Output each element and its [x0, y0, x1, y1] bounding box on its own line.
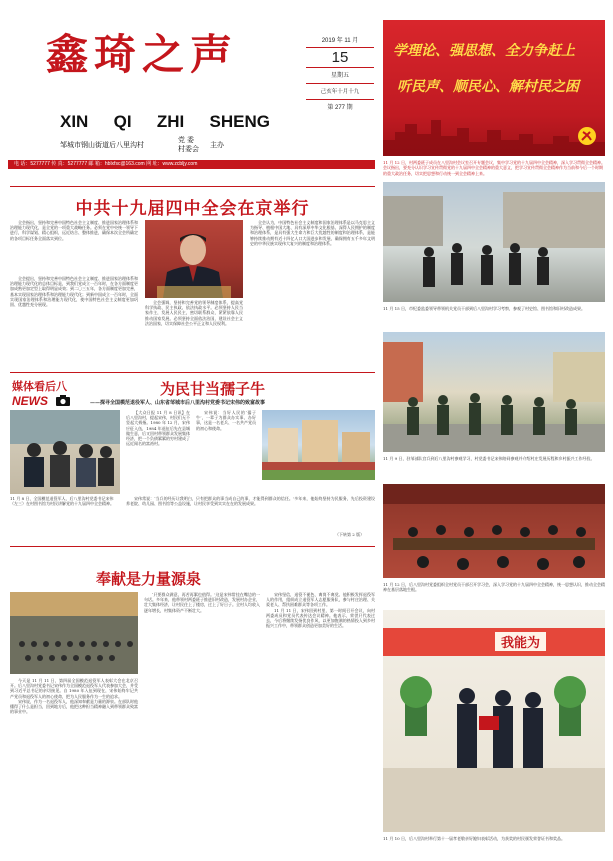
- feature-headline: 为民甘当孺子牛: [160, 380, 266, 398]
- lead-headline: 中共十九届四中全会在京举行: [75, 199, 310, 219]
- date-day: 15: [306, 48, 374, 68]
- sponsor-org-1: 党 委: [178, 137, 194, 144]
- lead-paragraph-2: 全会认为，中国特色社会主义制度和国家治理体系是以马克思主义为指导、植根中国大地、具有深厚中华文化根基、深得人民拥护的制度和治理体系，是具有强大生命力和巨大优越性的制度和治理体系，是能够持续推动拥有近十四亿人口大国进步和发展、确保拥有五千多年文明史的中华民族实现伟大复兴的制度和治理体系。: [250, 220, 375, 246]
- sidebar-photo-4: [383, 610, 605, 832]
- news-label-cn: 媒体看后八: [12, 381, 67, 393]
- lead-column-left-top: [10, 220, 138, 274]
- lead-column-right: [250, 220, 375, 366]
- pinyin-sheng: SHENG: [209, 112, 270, 131]
- feature-column-1: [126, 410, 190, 494]
- feature-photo-left: [10, 410, 120, 494]
- weekday: 星期五: [306, 68, 374, 84]
- leader-portrait-icon: [145, 220, 243, 298]
- lead-paragraph-3: 全会提出，坚持和完善中国特色社会主义制度、推进国家治理体系和治理能力现代化的总体目标是，到我们党成立一百年时，在各方面制度更加成熟更加定型上取得明显成效；到二〇三五年，各方面制度更加完善，基本实现国家治理体系和治理能力现代化；到新中国成立一百年时，全面实现国家治理体系和治理能力现代化，使中国特色社会主义制度更加巩固、优越性充分展现。: [10, 276, 138, 308]
- sidebar-caption-3: 11 月 12 日，后八里沟村党委组织全村党员干部召开学习会，深入学习党的十九届四中全会精神，统一思想认识，推动全会精神在基层落地生根。: [383, 582, 605, 593]
- meeting-room-icon: [383, 484, 605, 578]
- feature-column-bottom: [126, 496, 375, 532]
- second-paragraph-2: 宋伟说，作为一名退役军人，他深知奉献是力量的源泉。在部队时他懂得了什么是担当，回到地方后，他把这种担当精神融入到带领群众致富的事业中。: [10, 698, 138, 715]
- sidebar-photo-2: [383, 332, 605, 452]
- feature-photo-left-caption: 11 月 8 日，全国模范退役军人、后八里沟村党委书记宋伟（左三）在村图书馆为村民讲解党的十九届四中全会精神。: [10, 496, 114, 507]
- second-paragraph-4: 宋伟坚信，退役不褪色、离岗不离党。他积极发挥退役军人的作用，组织成立退役军人志愿服务队，参与村庄治理、关爱老人、帮扶困难群众等各项工作。: [266, 592, 375, 608]
- right-sidebar: [383, 182, 605, 854]
- feature-byline: （下转第 2 版）: [335, 532, 365, 537]
- feature-paragraph-1: 【大众日报 11 月 8 日讯】在后八里沟村，提起宋伟，村民们无不竖起大拇指。1980 年 12 月，宋伟应征入伍，1984 年退伍后先在县城做生意，后又回村带领群众发展集体经济，把一个负债累累的穷村建成了远近闻名的富裕村。: [126, 410, 190, 447]
- second-photo: [10, 592, 138, 674]
- feature-paragraph-2: 宋伟常说：‘当兵的经历让我明白，只有把群众的事当成自己的事，才能得到群众的信任。’多年来，他始终坚持为民服务，先后投资建设养老院、幼儿园、图书馆等公益设施，让村民享受到实实在在的发展成果。: [126, 496, 375, 507]
- sponsor-suffix: 主办: [210, 142, 224, 149]
- masthead: [0, 0, 613, 175]
- award-banner-text: 我能为: [495, 632, 546, 651]
- feature-photo-right: [262, 410, 375, 480]
- lead-top-rule: [10, 186, 375, 187]
- slogan-banner: [383, 20, 605, 156]
- sidebar-caption-4: 11 月 10 日，后八里沟村举行第十一届孝老敬亲好媳妇表彰活动，为获奖的村民颁发荣誉证书和奖品。: [383, 836, 565, 841]
- lead-photo: [145, 220, 243, 298]
- sponsor-org-2: 村委会: [178, 146, 199, 153]
- village-buildings-icon: [262, 410, 375, 480]
- lead-column-center: [145, 300, 243, 366]
- sponsor-line: [60, 135, 300, 155]
- party-emblem-icon: [577, 126, 597, 146]
- people-group-icon: [10, 410, 120, 494]
- lead-paragraph-1: 全会指出，坚持和完善中国特色社会主义制度、推进国家治理体系和治理能力现代化，是全党的一项重大战略任务。必须在党中央统一领导下进行，科学谋划、精心组织，远近结合、整体推进，确保本次全会所确定的各项目标任务全面落实到位。: [10, 220, 138, 241]
- second-column-left: [10, 678, 138, 850]
- award-ceremony-icon: [383, 656, 605, 832]
- date-box: [306, 34, 374, 120]
- feature-column-2: [196, 410, 256, 458]
- intro-paragraph: 11 月 12 日，村两委班子成员在八里沟村会议室召开专题会议，集中学习党的十九届四中全会精神，深入学习贯彻全会精神。会议指出，要充分认识学习宣传贯彻党的十九届四中全会精神的重大意义，把学习宣传贯彻全会精神作为当前和今后一个时期的重大政治任务，切实把思想和行动统一到全会精神上来。: [383, 160, 605, 176]
- second-column-right: [266, 592, 375, 850]
- news-label-en: NEWS: [12, 394, 48, 408]
- issue-number: 第 277 期: [327, 105, 353, 111]
- second-paragraph-3: ‘只要群众满意，再苦再累也值得。’这是宋伟常挂在嘴边的一句话。多年来，他带领村两委班子推进旧村改造，发展村办企业，壮大集体经济，让村民住上了楼房，过上了好日子。全村人均收入逐年增长，村集体资产不断壮大。: [144, 592, 260, 613]
- pinyin-qi: QI: [113, 112, 132, 131]
- contact-text: 电 话：5277777 传 真：5277777 邮 箱：hblxfsc@163.com 网 址：www.zcbljy.com: [14, 161, 198, 167]
- title-pinyin: [60, 112, 270, 130]
- soldiers-walk-icon: [383, 332, 605, 452]
- feature-subhead: ——探寻全国模范退役军人、山东省邹城市后八里沟村党委书记宋伟的致富故事: [90, 400, 266, 406]
- banner-slogan-1: 学理论、强思想、全力争赶上: [393, 43, 575, 59]
- feature-top-rule: [10, 372, 375, 373]
- lead-article: [10, 186, 375, 366]
- award-banner: [383, 628, 605, 656]
- pinyin-zhi: ZHI: [156, 112, 185, 131]
- feature-paragraph-3: 宋伟说：当好人民的‘孺子牛’，一辈子为群众办实事、办好事，这是一名老兵、一名共产党员的初心和使命。: [196, 410, 256, 431]
- lead-column-left: [10, 276, 138, 366]
- second-headline: 奉献是力量源泉: [96, 570, 202, 588]
- second-top-rule: [10, 546, 375, 547]
- year-month: 2019 年 11 月: [306, 34, 374, 48]
- feature-article: [10, 372, 375, 540]
- lead-paragraph-4: 全会强调，坚持和完善党的领导制度体系，提高党科学执政、民主执政、依法执政水平。必须坚持人民当家作主，发展人民民主，密切联系群众，紧紧依靠人民推动国家发展。必须坚持全面依法治国，建设社会主义法治国家，切实保障社会公平正义和人民权利。: [145, 300, 243, 326]
- lunar-date: 己亥年十月十九: [306, 84, 374, 100]
- sidebar-caption-1: 11 月 15 日，市纪委监委领导带领机关党员干部到后八里沟村学习考察，参观了村史馆、图书馆和旧村改造成果。: [383, 306, 585, 311]
- tiananmen-silhouette: [383, 106, 605, 156]
- ceremony-hall-icon: [10, 592, 138, 674]
- contact-bar: [8, 160, 375, 169]
- second-column-center: [144, 592, 260, 850]
- second-paragraph-1: 今天是 11 月 11 日，第四届全国模范退役军人表彰大会在北京召开。后八里沟村党委书记宋伟作为全国模范退役军人代表参加大会，并受到习近平总书记的亲切接见。自 1980 年入伍到现在，宋伟始终牢记共产党员和退役军人的初心使命，把为人民服务作为一生的追求。: [10, 678, 138, 699]
- camera-icon: [56, 395, 70, 406]
- pinyin-xin: XIN: [60, 112, 89, 131]
- sidebar-caption-2: 11 月 9 日，驻邹部队官兵到后八里沟村参观学习，村党委书记宋伟陪同参观并介绍村庄发展历程和乡村振兴工作经验。: [383, 456, 595, 461]
- sidebar-photo-1: [383, 182, 605, 302]
- banner-slogan-2: 听民声、顺民心、解村民之困: [397, 79, 579, 95]
- second-article: [10, 546, 375, 854]
- visiting-group-icon: [383, 182, 605, 302]
- newspaper-title: 鑫琦之声: [46, 30, 239, 79]
- sponsor-prefix: 邹城市钢山街道后八里沟村: [60, 142, 144, 149]
- second-paragraph-5: 11 月 11 日，宋伟回到村里，第一时间召开会议，向村两委成员和党员代表传达会议精神。他表示，荣誉只代表过去，今后将继续发扬优良作风，以更加饱满的热情投入到乡村振兴工作中，带领群众创造更加美好的生活。: [266, 607, 375, 629]
- sidebar-photo-3: [383, 484, 605, 578]
